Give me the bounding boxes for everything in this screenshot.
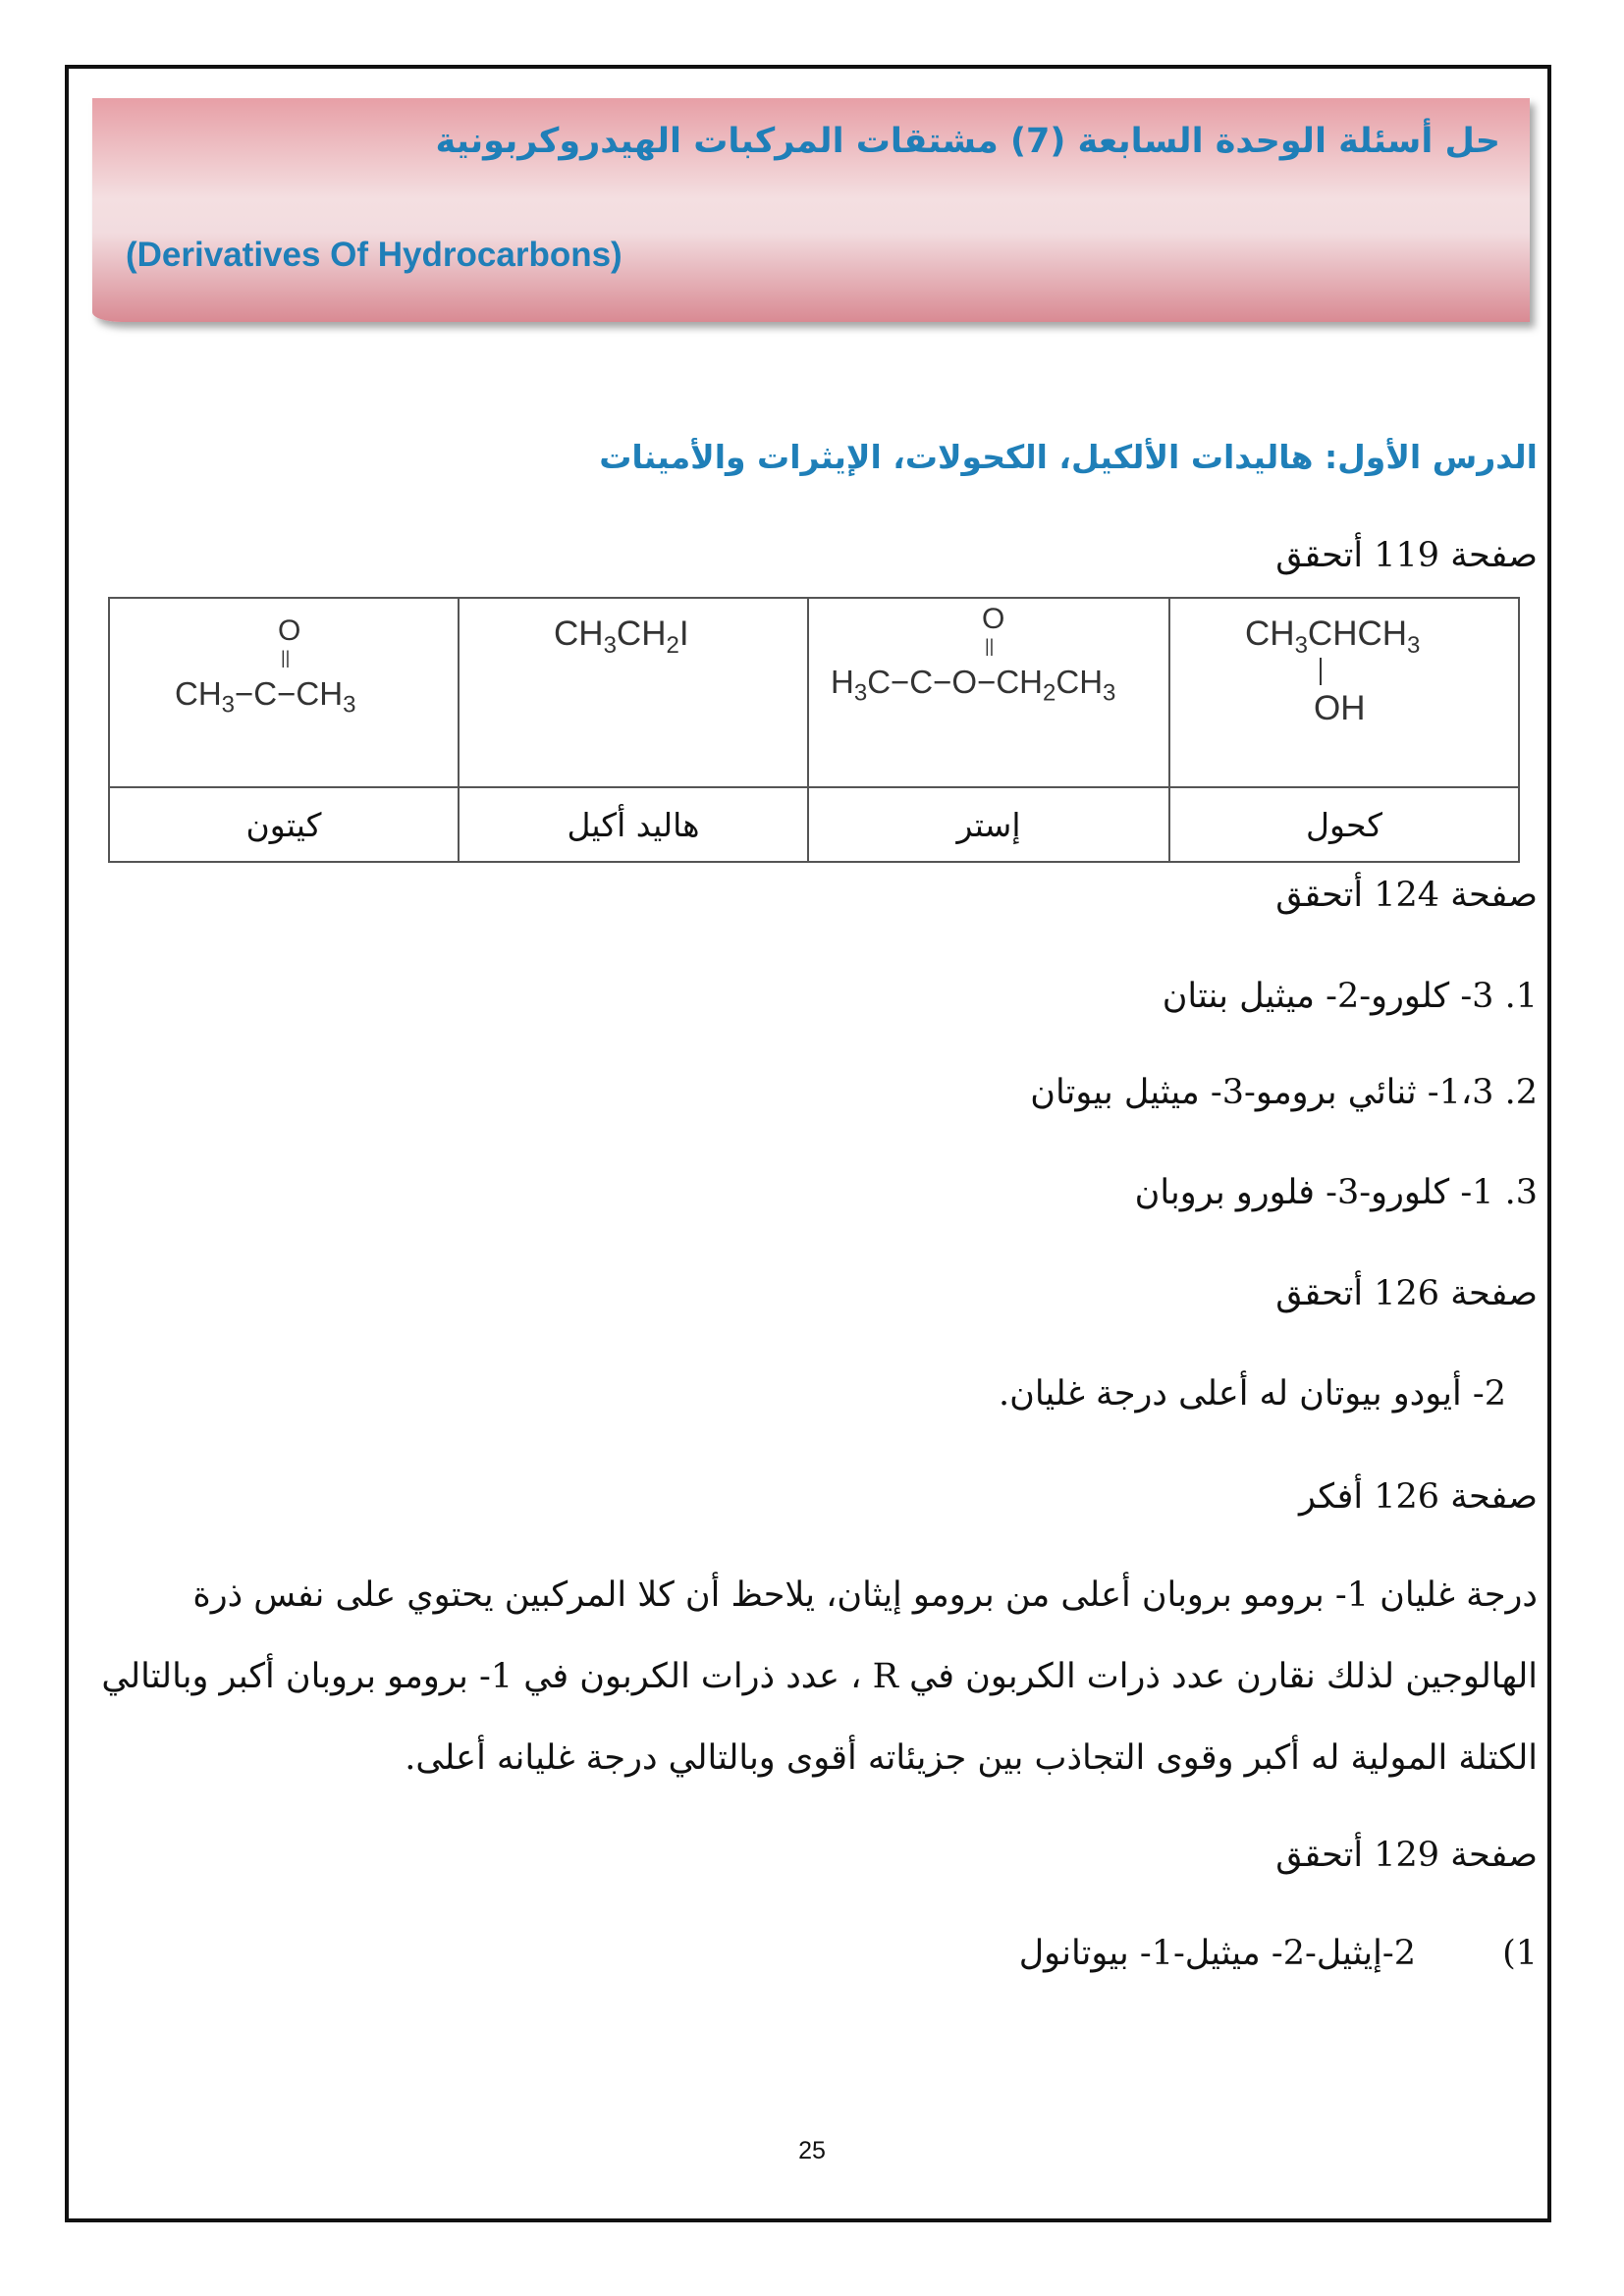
ester-formula-cell bbox=[808, 598, 1169, 787]
list-item: 3. 1- كلورو-3- فلورو بروبان bbox=[1134, 1173, 1538, 1212]
hydroxyl-group: OH bbox=[1314, 689, 1366, 727]
alkyl-halide-formula: $CH_3CH_2I$ bbox=[554, 614, 689, 659]
ester-formula: $H_3C-C-O-CH_2CH_3$ bbox=[831, 664, 1116, 707]
answer-number: 1) bbox=[1502, 1934, 1538, 1973]
ketone-formula: $CH_3-C-CH_3$ bbox=[175, 675, 356, 719]
compound-table bbox=[108, 597, 1520, 863]
paragraph-line: الكتلة المولية له أكبر وقوى التجاذب بين جزيئاته أقوى وبالتالي درجة غليانه أعلى. bbox=[405, 1738, 1538, 1778]
section-heading-126: صفحة 126 أتحقق bbox=[1275, 1274, 1538, 1313]
answer-text: 2-إيثيل-2- ميثيل-1- بيوتانول bbox=[1018, 1934, 1416, 1973]
compound-name: كحول bbox=[1169, 787, 1519, 862]
list-item: 2. 1،3- ثنائي برومو-3- ميثيل بيوتان bbox=[1030, 1073, 1538, 1112]
carbonyl-oxygen: O bbox=[278, 614, 301, 647]
section-heading-124: صفحة 124 أتحقق bbox=[1275, 876, 1538, 915]
page-number: 25 bbox=[798, 2137, 826, 2164]
alkyl-halide-formula-cell bbox=[459, 598, 808, 787]
paragraph-line: درجة غليان 1- برومو بروبان أعلى من برومو إيثان، يلاحظ أن كلا المركبين يحتوي على نفس ذرة bbox=[192, 1575, 1538, 1615]
carbonyl-oxygen: O bbox=[982, 603, 1005, 635]
compound-name: إستر bbox=[808, 787, 1169, 862]
lesson-title: الدرس الأول: هاليدات الألكيل، الكحولات، الإيثرات والأمينات bbox=[599, 438, 1538, 476]
double-bond: || bbox=[281, 648, 291, 667]
list-item: 1. 3- كلورو-2- ميثيل بنتان bbox=[1162, 977, 1538, 1016]
section-heading-129: صفحة 129 أتحقق bbox=[1275, 1836, 1538, 1875]
answer-text: 2- أيودو بيوتان له أعلى درجة غليان. bbox=[998, 1374, 1506, 1414]
bond-line bbox=[1320, 658, 1322, 685]
alcohol-formula-cell bbox=[1169, 598, 1519, 787]
double-bond: || bbox=[985, 636, 995, 656]
unit-title: حل أسئلة الوحدة السابعة (7) مشتقات المركبات الهيدروكربونية bbox=[435, 122, 1500, 161]
unit-subtitle: (Derivatives Of Hydrocarbons) bbox=[126, 236, 623, 274]
unit-banner bbox=[92, 98, 1530, 322]
alcohol-formula: $CH_3CHCH_3$ bbox=[1245, 614, 1421, 659]
section-heading-119: صفحة 119 أتحقق bbox=[1275, 536, 1538, 575]
page-border bbox=[65, 65, 1551, 2222]
section-heading-126-think: صفحة 126 أفكر bbox=[1299, 1477, 1538, 1517]
compound-name: كيتون bbox=[109, 787, 459, 862]
compound-name: هاليد أكيل bbox=[459, 787, 808, 862]
ketone-formula-cell bbox=[109, 598, 459, 787]
paragraph-line: الهالوجين لذلك نقارن عدد ذرات الكربون في R ، عدد ذرات الكربون في 1- برومو بروبان أكبر وبالتالي bbox=[101, 1657, 1538, 1696]
